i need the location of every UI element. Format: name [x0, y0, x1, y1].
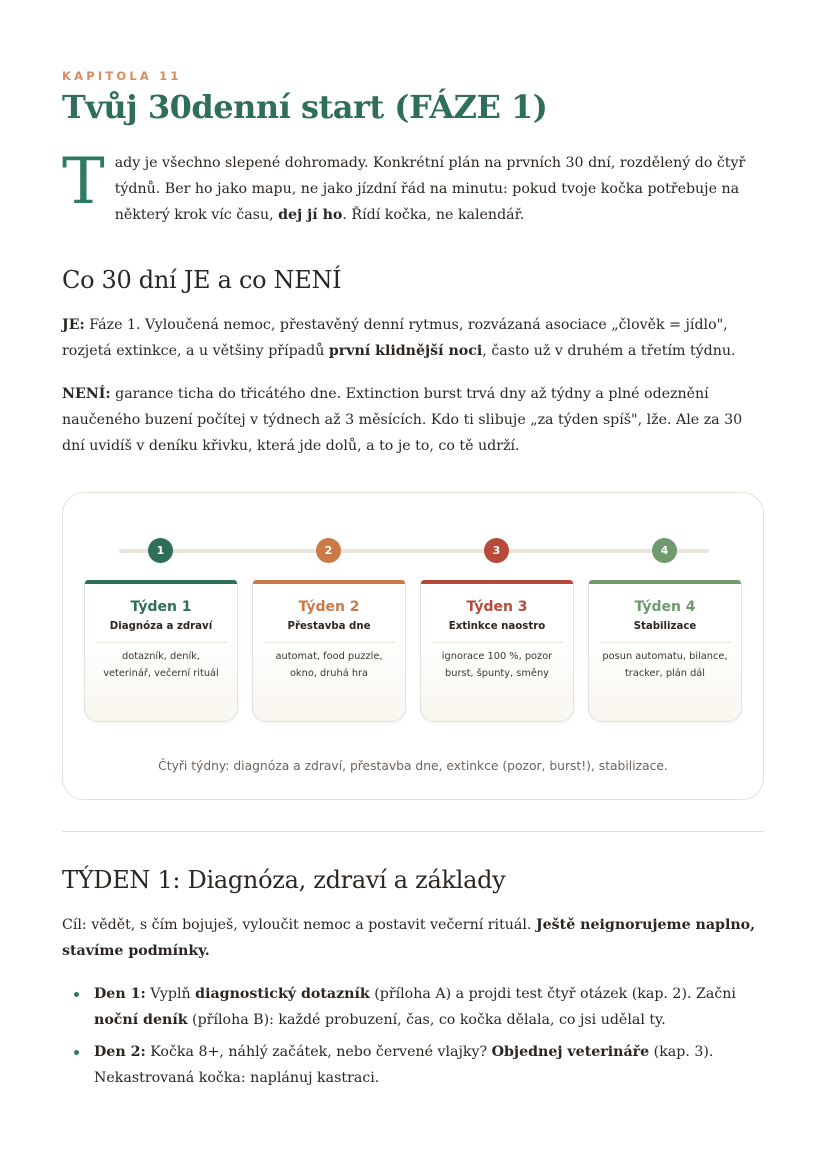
section-divider [62, 831, 764, 832]
day-2-text-1: Kočka 8+, náhlý začátek, nebo červené vlajky? [145, 1044, 492, 1060]
week-2-title: Týden 2 [298, 599, 360, 615]
week-3-divider [431, 642, 563, 643]
week-1-subtitle: Diagnóza a zdraví [109, 621, 213, 632]
week-2-card [252, 583, 406, 722]
is-bold: první klidnější noci [328, 343, 483, 359]
week-1-card [84, 583, 238, 722]
day-2-bold-1: Objednej veterináře [491, 1044, 650, 1060]
week-1-description: dotazník, deník, veterinář, večerní rituál [103, 651, 219, 679]
week-4-divider [599, 642, 731, 643]
week-3-accent-bar [421, 580, 573, 584]
day-1-text-1: Vyplň [145, 986, 196, 1002]
day-1-bold-1: diagnostický dotazník [195, 986, 370, 1002]
timeline-track [119, 549, 709, 553]
week-4-card [588, 583, 742, 722]
not-paragraph [62, 381, 764, 459]
is-text-b: , často už v druhém a třetím týdnu. [482, 343, 736, 359]
goal-bold: Ještě neignorujeme naplno, stavíme podmínky. [62, 917, 756, 959]
week-3-title: Týden 3 [466, 599, 528, 615]
week-3-description: ignorace 100 %, pozor burst, špunty, směny [441, 651, 553, 679]
week-4-title: Týden 4 [634, 599, 696, 615]
section-heading-is-not: Co 30 dní JE a co NENÍ [62, 266, 342, 294]
week-1-accent-bar [85, 580, 237, 584]
week-2-accent-bar [253, 580, 405, 584]
intro-text-a: ady je všechno slepené dohromady. Konkrétní plán na prvních 30 dní, rozdělený do čtyř týdnů. Ber ho jako mapu, ne jako jízdní řád na minutu: pokud tvoje kočka potřebuje na některý krok víc času, [114, 155, 746, 223]
day-2-text-2: (kap. 3). Nekastrovaná kočka: naplánuj kastraci. [94, 1044, 714, 1086]
day-1-text-2: (příloha A) a projdi test čtyř otázek (kap. 2). Začni [369, 986, 736, 1002]
not-label: NENÍ: [62, 386, 111, 402]
goal-paragraph [62, 912, 764, 964]
intro-paragraph [62, 145, 764, 228]
week-4-subtitle: Stabilizace [633, 621, 697, 632]
intro-bold: dej jí ho [278, 207, 343, 223]
week-4-accent-bar [589, 580, 741, 584]
is-label: JE: [62, 317, 85, 333]
week-4-description: posun automatu, bilance, tracker, plán dál [602, 651, 728, 679]
section-heading-week-1: TÝDEN 1: Diagnóza, zdraví a základy [62, 866, 506, 894]
week-1-title: Týden 1 [130, 599, 192, 615]
week-3-card [420, 583, 574, 722]
is-paragraph [62, 312, 764, 364]
day-1-text-3: (příloha B): každé probuzení, čas, co kočka dělala, co jsi udělal ty. [187, 1012, 666, 1028]
week-2-divider [263, 642, 395, 643]
day-1-bold-2: noční deník [94, 1012, 188, 1028]
week-4-marker: 4 [652, 538, 677, 563]
list-item-day-1 [62, 981, 764, 1033]
bullet-icon [74, 1050, 79, 1055]
goal-text: Cíl: vědět, s čím bojuješ, vyloučit nemoc a postavit večerní rituál. [62, 917, 536, 933]
intro-text-b: . Řídí kočka, ne kalendář. [342, 207, 525, 223]
day-1-label: Den 1: [94, 986, 146, 1002]
week-3-marker: 3 [484, 538, 509, 563]
timeline-card [62, 492, 764, 800]
week-2-subtitle: Přestavba dne [287, 621, 371, 632]
list-item-day-2 [62, 1039, 764, 1091]
week-2-marker: 2 [316, 538, 341, 563]
drop-cap: T [62, 145, 105, 219]
is-text-a: Fáze 1. Vyloučená nemoc, přestavěný denní rytmus, rozvázaná asociace „člověk = jídlo", rozjetá extinkce, a u většiny případů [62, 317, 728, 359]
page-title: Tvůj 30denní start (FÁZE 1) [62, 88, 548, 126]
chapter-kicker: KAPITOLA 11 [62, 69, 182, 83]
day-2-label: Den 2: [94, 1044, 146, 1060]
not-text: garance ticha do třicátého dne. Extinction burst trvá dny až týdny a plné odeznění naučeného buzení počítej v týdnech až 3 měsících. Kdo ti slibuje „za týden spíš", lže. Ale za 30 dní uvidíš v deníku křivku, která jde dolů, a to je to, co tě udrží. [62, 386, 743, 454]
week-3-subtitle: Extinkce naostro [448, 621, 546, 632]
week-1-marker: 1 [148, 538, 173, 563]
bullet-icon [74, 992, 79, 997]
intro-text [62, 145, 764, 228]
week-1-divider [95, 642, 227, 643]
week-2-description: automat, food puzzle, okno, druhá hra [275, 651, 383, 679]
timeline-caption: Čtyři týdny: diagnóza a zdraví, přestavba dne, extinkce (pozor, burst!), stabilizace. [158, 759, 668, 773]
day-list [62, 981, 764, 1097]
